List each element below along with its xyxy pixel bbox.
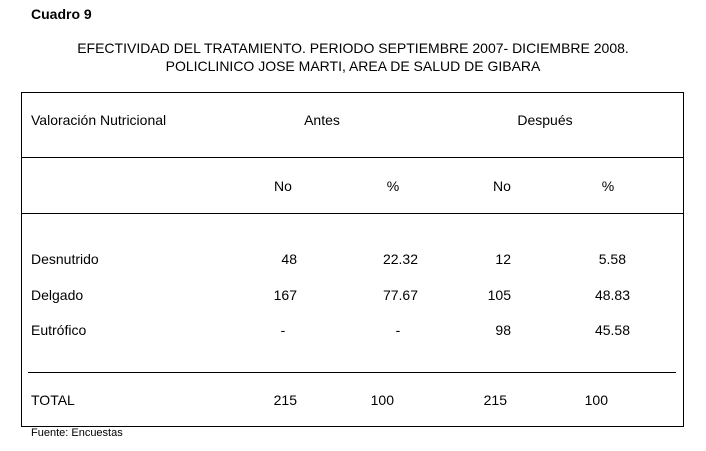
row-after-pct: 5.58 xyxy=(598,251,626,267)
row-before-pct: - xyxy=(395,322,401,338)
total-before-pct: 100 xyxy=(370,392,394,408)
subheader-before-pct: % xyxy=(386,178,400,194)
row-before-no: - xyxy=(280,322,286,338)
row-after-pct: 48.83 xyxy=(594,287,630,303)
row-label: Eutrófico xyxy=(31,322,87,338)
subheader-after-no: No xyxy=(493,178,511,194)
row-before-no: 48 xyxy=(281,251,297,267)
header-before: Antes xyxy=(304,112,340,128)
table-title-line-1: EFECTIVIDAD DEL TRATAMIENTO. PERIODO SEPTIEMBRE 2007- DICIEMBRE 2008. xyxy=(77,40,629,56)
total-after-no: 215 xyxy=(483,392,507,408)
subheader-before-no: No xyxy=(274,178,292,194)
row-after-pct: 45.58 xyxy=(594,322,630,338)
header-after: Después xyxy=(517,112,573,128)
row-before-pct: 77.67 xyxy=(382,287,418,303)
header-category: Valoración Nutricional xyxy=(31,112,167,128)
row-after-no: 105 xyxy=(487,287,511,303)
total-divider xyxy=(28,372,676,373)
header-divider xyxy=(21,157,684,158)
total-after-pct: 100 xyxy=(584,392,608,408)
row-before-no: 167 xyxy=(273,287,297,303)
subheader-after-pct: % xyxy=(601,178,615,194)
row-label: Delgado xyxy=(31,287,84,303)
row-before-pct: 22.32 xyxy=(382,251,418,267)
table-caption: Cuadro 9 xyxy=(31,6,92,22)
row-after-no: 98 xyxy=(495,322,511,338)
row-label: Desnutrido xyxy=(31,251,99,267)
row-after-no: 12 xyxy=(495,251,511,267)
table-title-line-2: POLICLINICO JOSE MARTI, AREA DE SALUD DE GIBARA xyxy=(165,58,541,74)
subheader-divider xyxy=(21,213,684,214)
total-label: TOTAL xyxy=(31,392,75,408)
source-note: Fuente: Encuestas xyxy=(31,427,123,439)
total-before-no: 215 xyxy=(273,392,297,408)
